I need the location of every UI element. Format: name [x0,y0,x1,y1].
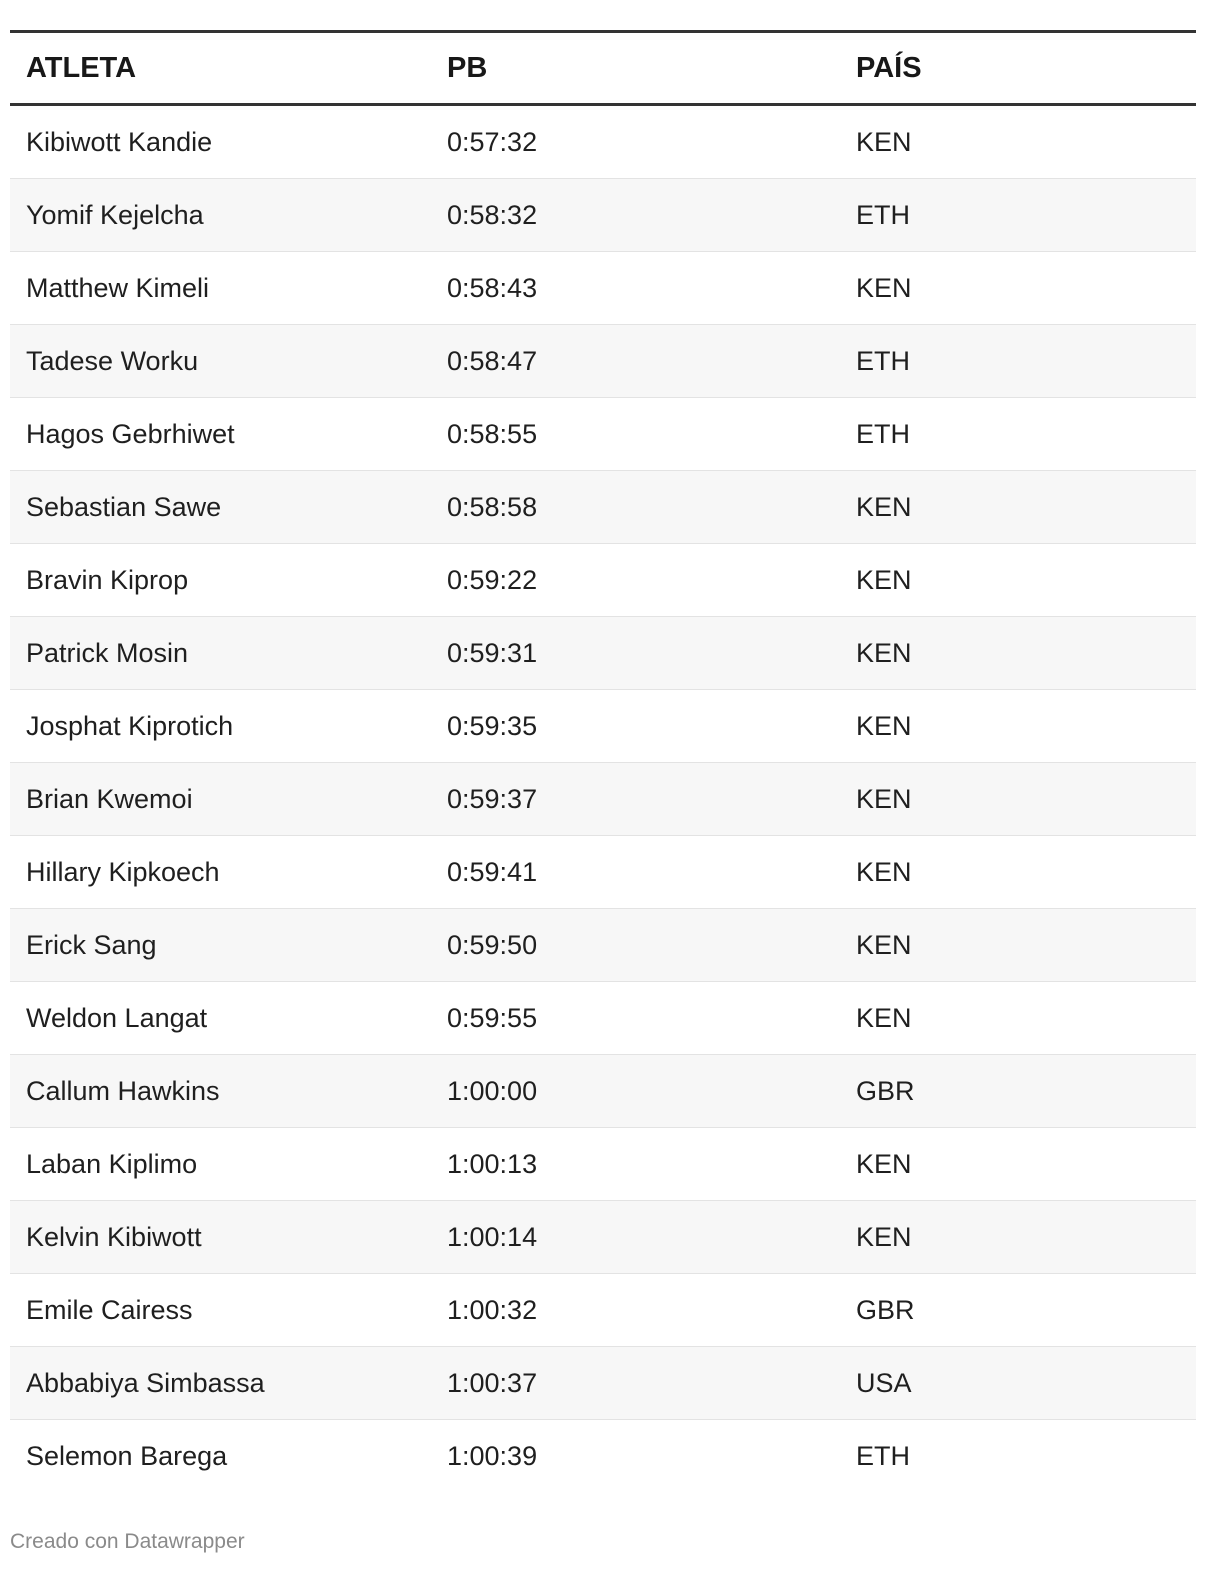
athlete-cell: Laban Kiplimo [10,1128,431,1201]
column-header-country[interactable]: PAÍS [840,32,1196,105]
datawrapper-credit[interactable]: Creado con Datawrapper [10,1530,245,1553]
country-cell: KEN [840,105,1196,179]
table-row [10,1201,1196,1274]
table-row [10,617,1196,690]
table-row [10,325,1196,398]
pb-cell: 0:57:32 [431,105,840,179]
country-cell: KEN [840,909,1196,982]
pb-cell: 0:59:22 [431,544,840,617]
pb-cell: 0:58:55 [431,398,840,471]
pb-cell: 0:58:32 [431,179,840,252]
table-row [10,690,1196,763]
athlete-cell: Callum Hawkins [10,1055,431,1128]
table-row [10,1274,1196,1347]
table-body [10,105,1196,1493]
table-row [10,105,1196,179]
athlete-cell: Josphat Kiprotich [10,690,431,763]
athlete-cell: Erick Sang [10,909,431,982]
athlete-cell: Sebastian Sawe [10,471,431,544]
table-row [10,471,1196,544]
table-row [10,398,1196,471]
table-row [10,1347,1196,1420]
pb-cell: 0:59:37 [431,763,840,836]
country-cell: KEN [840,690,1196,763]
country-cell: USA [840,1347,1196,1420]
pb-cell: 1:00:39 [447,1440,538,1471]
table-row [10,909,1196,982]
pb-cell: 0:59:50 [431,909,840,982]
pb-cell: 0:59:35 [431,690,840,763]
athlete-cell: Weldon Langat [10,982,431,1055]
pb-cell: 1:00:37 [431,1347,840,1420]
country-cell: KEN [840,617,1196,690]
country-cell: KEN [840,252,1196,325]
athlete-cell: Hagos Gebrhiwet [10,398,431,471]
pb-cell: 0:58:47 [431,325,840,398]
pb-cell: 1:00:32 [431,1274,840,1347]
country-cell: KEN [840,544,1196,617]
pb-cell: 0:59:55 [431,982,840,1055]
table-row [10,1128,1196,1201]
athlete-cell: Abbabiya Simbassa [10,1347,431,1420]
country-cell: KEN [840,763,1196,836]
athlete-cell: Tadese Worku [10,325,431,398]
table-header [10,32,1196,105]
pb-cell: 1:00:14 [431,1201,840,1274]
table-row [10,1055,1196,1128]
results-table-container [10,30,1196,1492]
table-row [10,1420,1196,1493]
athlete-cell: Bravin Kiprop [10,544,431,617]
country-cell: ETH [840,325,1196,398]
country-cell: KEN [840,471,1196,544]
pb-cell: 1:00:13 [431,1128,840,1201]
country-cell: KEN [840,836,1196,909]
pb-cell: 0:58:58 [431,471,840,544]
athlete-cell: Kelvin Kibiwott [10,1201,431,1274]
table-row [10,544,1196,617]
country-cell: KEN [840,1201,1196,1274]
athlete-cell: Brian Kwemoi [10,763,431,836]
pb-cell: 0:58:43 [431,252,840,325]
results-table [10,30,1196,1492]
column-header-athlete[interactable]: ATLETA [10,32,431,105]
country-cell: GBR [840,1274,1196,1347]
country-cell: ETH [856,1440,910,1471]
table-row [10,836,1196,909]
table-row [10,982,1196,1055]
athlete-cell: Kibiwott Kandie [10,105,431,179]
athlete-cell: Matthew Kimeli [10,252,431,325]
athlete-cell: Patrick Mosin [10,617,431,690]
pb-cell: 0:59:31 [431,617,840,690]
athlete-cell: Emile Cairess [10,1274,431,1347]
pb-cell: 1:00:00 [431,1055,840,1128]
country-cell: ETH [840,398,1196,471]
table-row [10,179,1196,252]
country-cell: KEN [840,1128,1196,1201]
table-row [10,252,1196,325]
pb-cell: 0:59:41 [431,836,840,909]
country-cell: KEN [840,982,1196,1055]
column-header-pb[interactable]: PB [431,32,840,105]
header-row [10,32,1196,105]
country-cell: GBR [840,1055,1196,1128]
country-cell: ETH [840,179,1196,252]
athlete-cell: Selemon Barega [26,1440,228,1471]
table-row [10,763,1196,836]
athlete-cell: Yomif Kejelcha [10,179,431,252]
athlete-cell: Hillary Kipkoech [10,836,431,909]
